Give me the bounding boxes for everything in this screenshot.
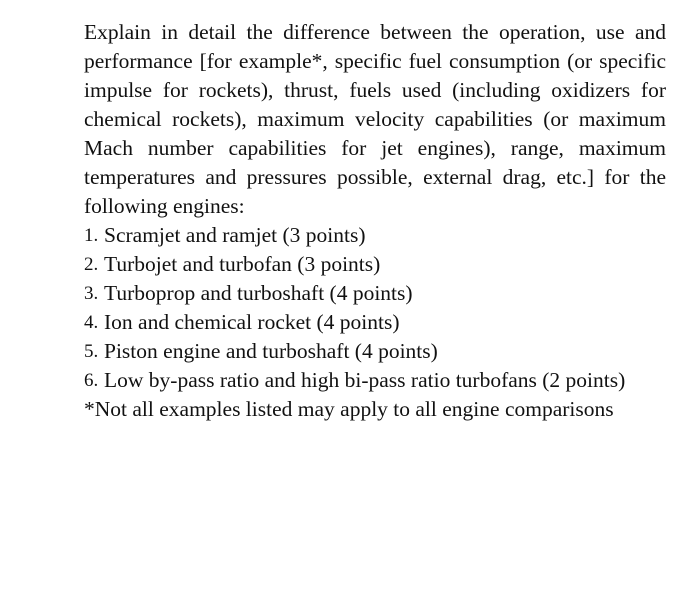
item-number: 3.: [84, 283, 99, 304]
item-text: Turboprop and turboshaft (4 points): [104, 281, 413, 305]
list-item: [84, 308, 666, 337]
item-number: 5.: [84, 341, 99, 362]
item-number: 6.: [84, 370, 99, 391]
item-text: Turbojet and turbofan (3 points): [104, 252, 381, 276]
item-number: 1.: [84, 225, 99, 246]
list-item: [84, 221, 666, 250]
engine-list: [84, 221, 666, 395]
item-text: Scramjet and ramjet (3 points): [104, 223, 366, 247]
list-item: [84, 366, 666, 395]
item-number: 2.: [84, 254, 99, 275]
footnote: *Not all examples listed may apply to all engine comparisons: [84, 397, 614, 421]
item-text: Low by-pass ratio and high bi-pass ratio turbofans (2 points): [104, 368, 626, 392]
question-intro: Explain in detail the difference between the operation, use and performance [for example*, specific fuel consumption (or specific impulse for rockets), thrust, fuels used (including oxidizers for chemical rockets), maximum velocity capabilities (or maximum Mach number capabilities for jet engines), range, maximum temperatures and pressures possible, external drag, etc.] for the following engines:: [84, 20, 666, 218]
list-item: [84, 279, 666, 308]
item-text: Piston engine and turboshaft (4 points): [104, 339, 438, 363]
item-number: 4.: [84, 312, 99, 333]
list-item: [84, 250, 666, 279]
question-document: [84, 18, 666, 424]
list-item: [84, 337, 666, 366]
item-text: Ion and chemical rocket (4 points): [104, 310, 400, 334]
